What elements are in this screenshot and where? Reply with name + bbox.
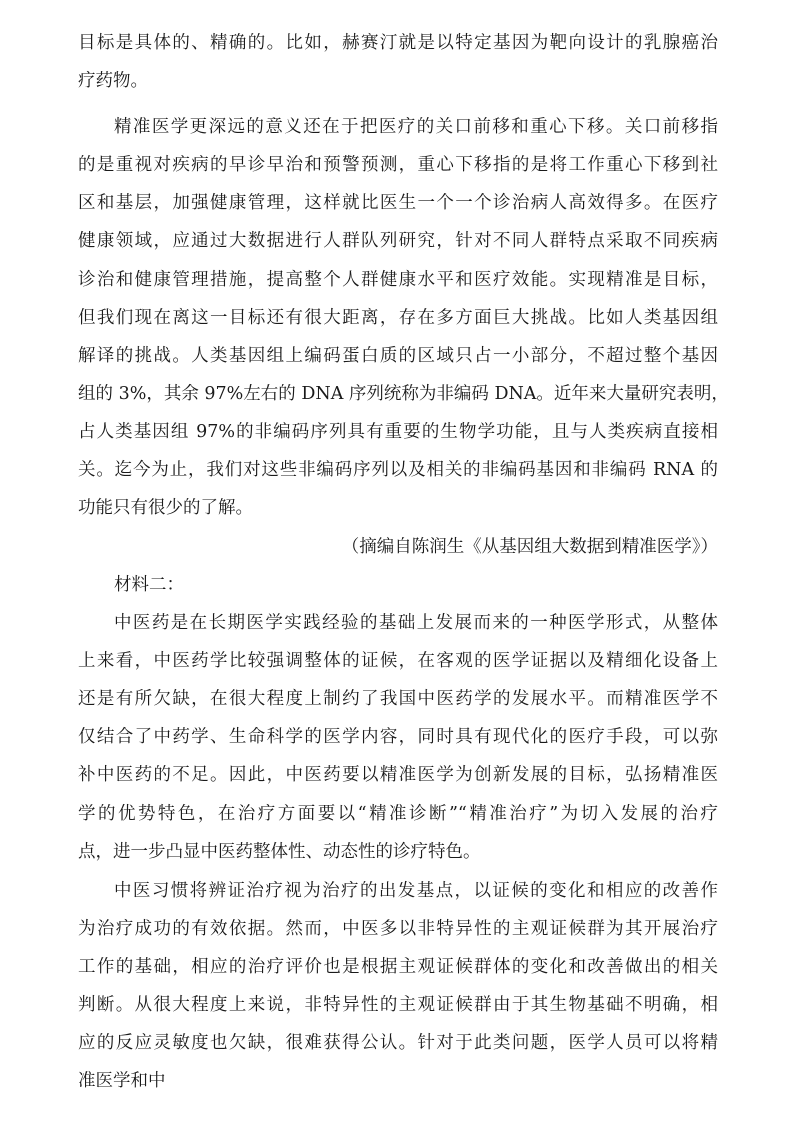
text-line: 健康领域，应通过大数据进行人群队列研究，针对不同人群特点采取不同疾病	[78, 231, 718, 251]
text-line: 判断。从很大程度上来说，非特异性的主观证候群由于其生物基础不明确，相	[78, 995, 718, 1015]
text-line: 的是重视对疾病的早诊早治和预警预测，重心下移指的是将工作重心下移到社	[78, 155, 718, 175]
text-line: 但我们现在离这一目标还有很大距离，存在多方面巨大挑战。比如人类基因组	[78, 308, 718, 328]
paragraph-first-line: 中医药是在长期医学实践经验的基础上发展而来的一种医学形式，从整体	[114, 613, 718, 633]
paragraph-first-line: 中医习惯将辨证治疗视为治疗的出发基点，以证候的变化和相应的改善作	[114, 881, 718, 901]
text-line: 学的优势特色，在治疗方面要以“精准诊断”“精准治疗”为切入发展的治疗	[78, 804, 718, 824]
text-line: 目标是具体的、精确的。比如，赫赛汀就是以特定基因为靶向设计的乳腺癌治	[78, 33, 718, 53]
text-line: 占人类基因组 97%的非编码序列具有重要的生物学功能，且与人类疾病直接相	[78, 422, 718, 442]
text-line: 功能只有很少的了解。	[78, 498, 253, 518]
text-line: 仅结合了中药学、生命科学的医学内容，同时具有现代化的医疗手段，可以弥	[78, 727, 718, 747]
text-line: 关。迄今为止，我们对这些非编码序列以及相关的非编码基因和非编码 RNA 的	[78, 460, 718, 480]
text-line: 工作的基础，相应的治疗评价也是根据主观证候群体的变化和改善做出的相关	[78, 957, 718, 977]
text-line: 解译的挑战。人类基因组上编码蛋白质的区域只占一小部分，不超过整个基因	[78, 346, 718, 366]
text-line: 应的反应灵敏度也欠缺，很难获得公认。针对于此类问题，医学人员可以将精	[78, 1033, 718, 1053]
text-line: 为治疗成功的有效依据。然而，中医多以非特异性的主观证候群为其开展治疗	[78, 919, 718, 939]
text-line: 组的 3%，其余 97%左右的 DNA 序列统称为非编码 DNA。近年来大量研究表明，	[78, 384, 729, 404]
text-line: 区和基层，加强健康管理，这样就比医生一个一个诊治病人高效得多。在医疗	[78, 193, 718, 213]
text-line: 点，进一步凸显中医药整体性、动态性的诊疗特色。	[78, 842, 481, 862]
text-line: 上来看，中医药学比较强调整体的证候，在客观的医学证据以及精细化设备上	[78, 651, 718, 671]
section-heading: 材料二：	[114, 575, 184, 595]
text-line: 准医学和中	[78, 1071, 166, 1091]
text-line: 诊治和健康管理措施，提高整个人群健康水平和医疗效能。实现精准是目标，	[78, 270, 718, 290]
source-citation: （摘编自陈润生《从基因组大数据到精准医学》）	[341, 537, 718, 557]
text-line: 还是有所欠缺，在很大程度上制约了我国中医药学的发展水平。而精准医学不	[78, 689, 718, 709]
paragraph-first-line: 精准医学更深远的意义还在于把医疗的关口前移和重心下移。关口前移指	[114, 117, 718, 137]
text-line: 疗药物。	[78, 71, 148, 91]
text-line: 补中医药的不足。因此，中医药要以精准医学为创新发展的目标，弘扬精准医	[78, 765, 718, 785]
